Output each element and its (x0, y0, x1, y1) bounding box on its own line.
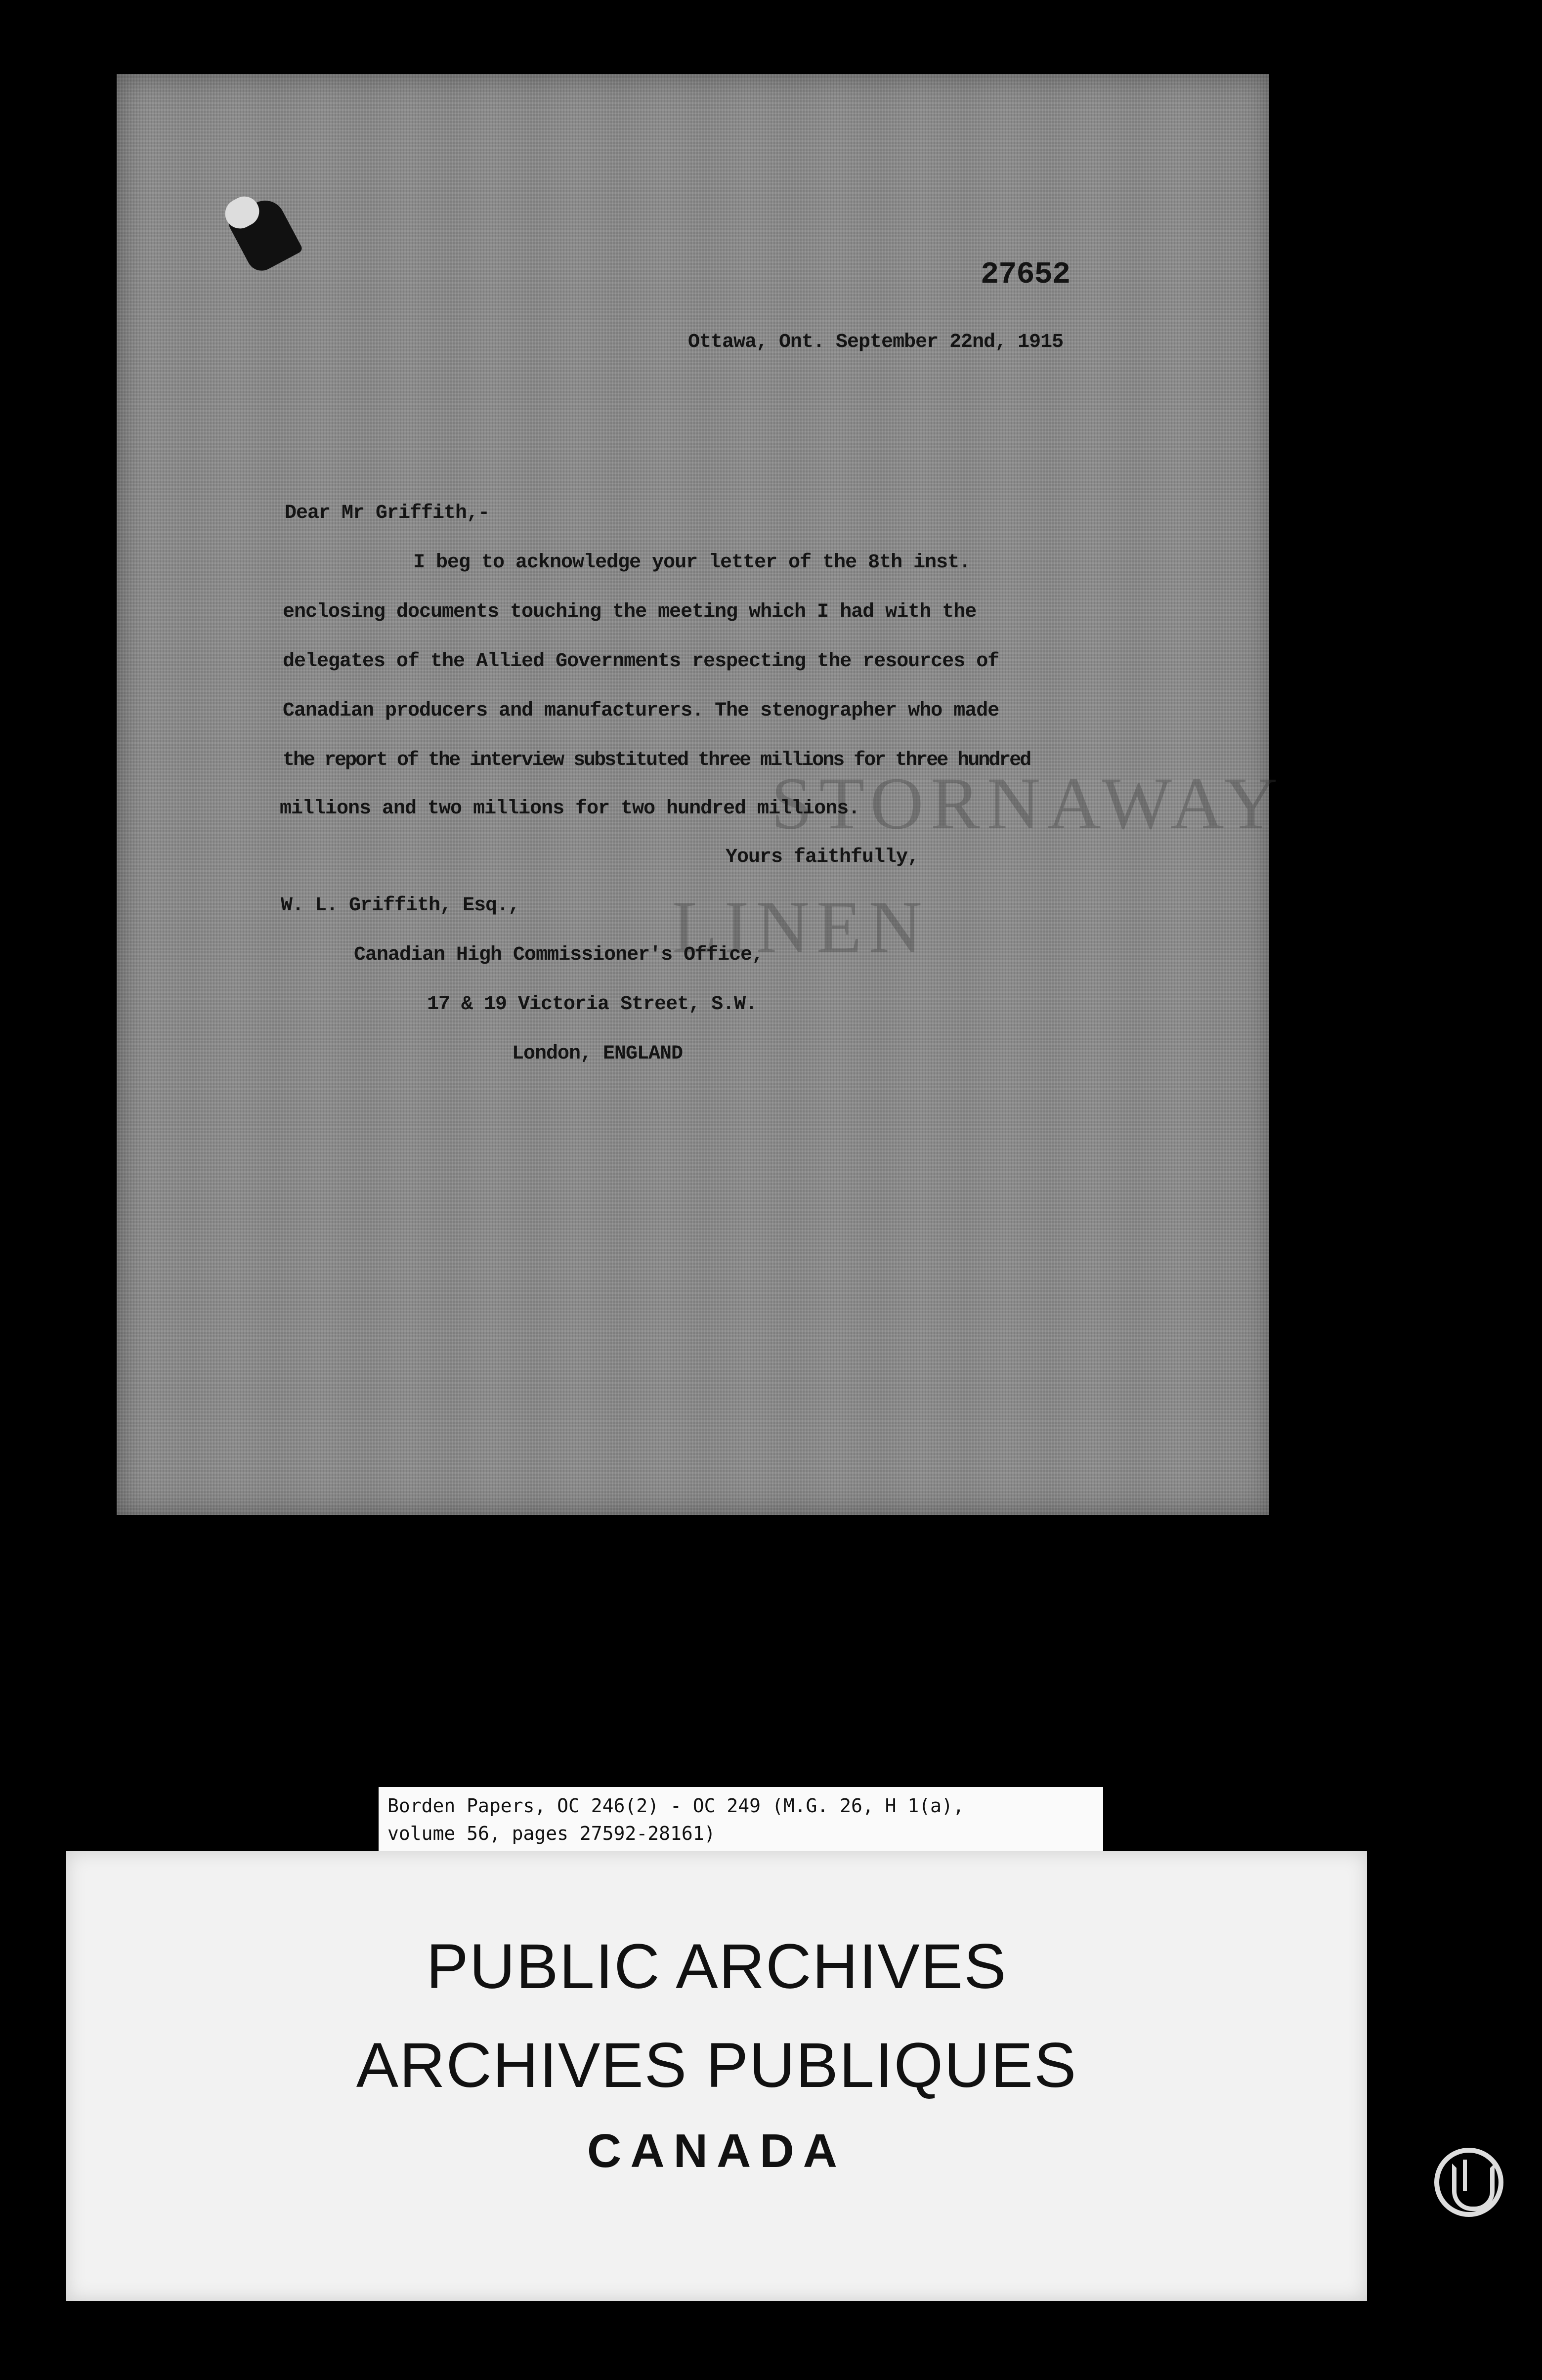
page-number: 27652 (981, 257, 1071, 292)
body-line: delegates of the Allied Governments respecting the resources of (283, 650, 999, 673)
body-line: millions and two millions for two hundred millions. (280, 798, 860, 820)
watermark-stornaway: STORNAWAY (771, 763, 1285, 845)
archives-title-french: ARCHIVES PUBLIQUES (356, 2030, 1077, 2101)
body-line: I beg to acknowledge your letter of the 8th inst. (413, 552, 971, 574)
watermark-linen: LINEN (672, 886, 929, 968)
archives-title-english: PUBLIC ARCHIVES (426, 1931, 1007, 2002)
citation-label (379, 1787, 1103, 1856)
archives-logo-icon (1434, 2148, 1503, 2217)
body-line: enclosing documents touching the meeting which I had with the (283, 601, 977, 623)
archives-card (66, 1851, 1367, 2301)
dateline: Ottawa, Ont. September 22nd, 1915 (688, 331, 1064, 353)
archives-country: CANADA (587, 2125, 846, 2177)
salutation: Dear Mr Griffith,- (285, 502, 490, 524)
citation-line: volume 56, pages 27592-28161) (387, 1823, 716, 1844)
body-line: the report of the interview substituted three millions for three hundred (283, 749, 1030, 771)
citation-line: Borden Papers, OC 246(2) - OC 249 (M.G. 26, H 1(a), (387, 1795, 964, 1817)
address-line: 17 & 19 Victoria Street, S.W. (427, 993, 757, 1016)
address-line: W. L. Griffith, Esq., (281, 894, 520, 917)
closing: Yours faithfully, (726, 846, 919, 868)
address-line: London, ENGLAND (512, 1043, 683, 1065)
body-line: Canadian producers and manufacturers. The stenographer who made (283, 700, 999, 722)
address-line: Canadian High Commissioner's Office, (354, 944, 764, 966)
